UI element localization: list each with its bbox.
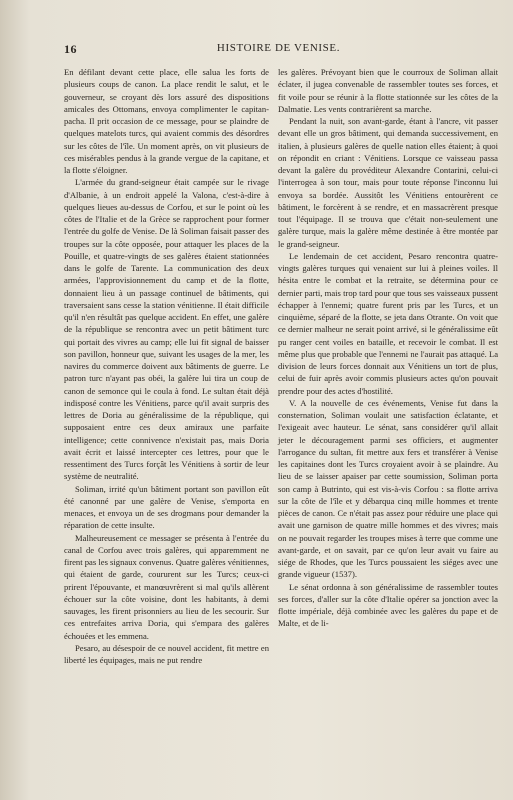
paragraph: Pendant la nuit, son avant-garde, étant à l'ancre, vit passer devant elle un gros bâtiment, qui demanda successivement, en italien, à plusieurs galères de quelle nation elles étaient; à quoi on répondit en criant : Vénitiens. Lorsque ce vaisseau passa devant la galère du provéditeur Alexandre Contarini, celui-ci l'interrogea à son tour, mais pour toute réponse l'inconnu lui envoya sa bordée. Aussitôt les Vénitiens entourèrent ce bâtiment, le forcèrent à se rendre, et en massacrèrent presque tout l'équipage. Il se trouva que c'était non-seulement une galère turque, mais la galère même destinée à être montée par le grand-seigneur.	[278, 116, 498, 249]
left-column	[64, 66, 269, 666]
paragraph: Le sénat ordonna à son généralissime de rassembler toutes ses forces, d'aller sur la côte d'Italie opérer sa jonction avec la flotte impériale, déjà combinée avec les galères du pape et de Malte, et de li-	[278, 581, 498, 629]
paragraph: les galères. Prévoyant bien que le courroux de Soliman allait éclater, il jugea convenable de rassembler toutes ses forces, et fit voile pour se réunir à la flotte stationnée sur les côtes de la Dalmatie. Les vents contrarièrent sa marche.	[278, 67, 498, 114]
running-title: HISTOIRE DE VENISE.	[216, 42, 341, 54]
paragraph: Malheureusement ce messager se présenta à l'entrée du canal de Corfou avec trois galères, qui apparemment ne firent pas les signaux convenus. Quatre galères vénitiennes, qui étaient de garde, coururent sur les Turcs; ceux-ci prirent l'épouvante, et manœuvrèrent si mal qu'ils allèrent échouer sur la côte voisine, dont les habitants, à demi sauvages, les firent prisonniers au lieu de les secourir. Sur ces entrefaites arriva Doria, qui s'empara des galères échouées et les emmena.	[64, 532, 269, 641]
paragraph: En défilant devant cette place, elle salua les forts de plusieurs coups de canon. La place rendit le salut, et le gouverneur, se croyant dès lors assuré des dispositions amicales des Ottomans, envoya complimenter le capitan-pacha. Il prit occasion de ce message, pour se plaindre de quelques matelots turcs, qui avaient commis des désordres sur les côtes de l'île. Un moment après, on vit plusieurs de ces misérables pendus à la grande vergue de la capitane, et la flotte s'éloigner.	[64, 67, 269, 175]
page-number: 16	[64, 42, 77, 56]
paragraph: Le lendemain de cet accident, Pesaro rencontra quatre-vingts galères turques qui venaient sur lui à pleines voiles. Il hésita entre le combat et la retraite, se détermina pour ce dernier parti, mais trop tard pour que tous ses vaisseaux pussent échapper à l'ennemi; quatre furent pris par les Turcs, et un cinquième, séparé de la flotte, se jeta dans Otrante. On voit que ce dernier malheur ne serait point arrivé, si le généralissime eût pu ranger cent voiles en bataille, et recevoir le combat. Il est même plus que probable que l'ennemi ne l'aurait pas attaqué. La division de leurs forces donnait aux Vénitiens un tort de plus, celui de fuir après avoir commis plusieurs actes qu'on pouvait prendre pour des actes d'hostilité.	[278, 250, 499, 396]
right-column	[278, 66, 498, 630]
page-header	[64, 42, 493, 56]
paragraph: L'armée du grand-seigneur était campée sur le rivage d'Albanie, à un endroit appelé la Valona, c'est-à-dire à quelques lieues au-dessus de Corfou, et sur le point où les côtes de l'Italie et de la Grèce se rapprochent pour former l'entrée du golfe de Venise. De là Soliman faisait passer des troupes sur la côte opposée, pour attaquer les places de la Pouille, et quatre-vingts de ses galères étaient stationnées dans le golfe de Tarente. La communication des deux armées, l'approvisionnement du camp et de la flotte, donnaient lieu à un passage continuel de bâtiments, qui traversaient sans cesse la station vénitienne. Il était difficile qu'il n'en résultât pas quelque accident. En effet, une galère de la république se rencontra avec un petit bâtiment turc qui portait des vivres au camp; elle lui fit signal de baisser son pavillon, honneur que, suivant les usages de la mer, les navires du commerce doivent aux bâtiments de guerre. Le patron turc n'ayant pas obéi, la galère lui tira un coup de canon de semonce qui le coula à fond. Le sultan était déjà indisposé contre les Vénitiens, parce qu'il avait surpris des lettres de Doria au généralissime de la république, qui supposaient entre ces deux amiraux une parfaite intelligence; cette connivence n'existait pas, mais Doria avait écrit et laissé intercepter ces lettres, pour que le ressentiment des Turcs forçât les Vénitiens à sortir de leur système de neutralité.	[64, 177, 269, 482]
paragraph: Soliman, irrité qu'un bâtiment portant son pavillon eût été canonné par une galère de Venise, s'emporta en menaces, et envoya un de ses drogmans pour demander la réparation de cette insulte.	[64, 483, 269, 531]
paragraph: V. A la nouvelle de ces événements, Venise fut dans la consternation, Soliman voulait une satisfaction éclatante, et l'exigeait avec hauteur. Le sénat, sans considérer qu'il allait jeter le découragement parmi ses officiers, et augmenter l'arrogance du sultan, fit mettre aux fers et transférer à Venise les capitaines dont les Turcs croyaient avoir à se plaindre. Au lieu de se laisser apaiser par cette soumission, Soliman porta son camp à Butrinto, qui est vis-à-vis Corfou : sa flotte arriva sur la côte de l'île et y débarqua cinq mille hommes et trente pièces de canon. Ce n'était pas assez pour réduire une place qui avait une garnison de quatre mille hommes et des vivres; mais on ne pouvait regarder les troupes mises à terre que comme une avant-garde, et on savait, par ce qu'on leur avait vu faire au siége de Rhodes, que les Turcs poussaient les siéges avec une grande vigueur (1537).	[278, 397, 498, 580]
paragraph: Pesaro, au désespoir de ce nouvel accident, fit mettre en liberté les équipages, mais ne put rendre	[64, 642, 269, 665]
